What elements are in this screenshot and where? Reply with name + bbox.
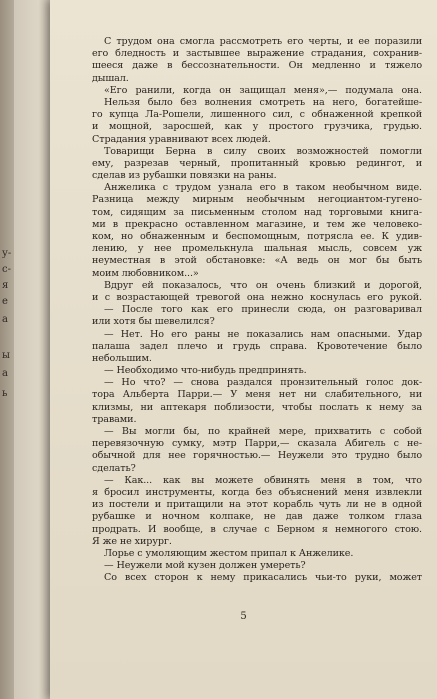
text-line: Со всех сторон к нему прикасались чьи-то руки, может	[104, 572, 422, 584]
text-line: шееся даже в бессознательности. Он медленно и тяжело	[92, 60, 422, 72]
page-text	[92, 36, 422, 584]
left-page-fragment: е	[2, 296, 8, 307]
text-line: и мощной, заросшей, как у простого грузчика, грудью.	[92, 121, 422, 133]
text-line: ему, разрезав черный, пропитанный кровью редингот, и	[92, 157, 422, 169]
left-page-fragment: а	[2, 368, 8, 379]
text-line: тора Альберта Парри.— У меня нет ни слабительного, ни	[92, 389, 422, 401]
text-line: его бледность и застывшее выражение страдания, сохранив-	[92, 48, 422, 60]
text-line: — Необходимо что-нибудь предпринять.	[104, 365, 307, 377]
left-page-fragment: а	[2, 314, 8, 325]
text-line: Страдания уравнивают всех людей.	[92, 133, 271, 145]
text-line: небольшим.	[92, 352, 152, 364]
text-line: из постели и притащили на этот корабль чуть ли не в одной	[92, 499, 422, 511]
text-line: продрать. И вообще, в случае с Берном я немногого стою.	[92, 523, 422, 535]
text-line: Анжелика с трудом узнала его в таком необычном виде.	[104, 182, 422, 194]
text-line: Я же не хирург.	[92, 535, 172, 547]
text-line: или хотя бы шевелился?	[92, 316, 215, 328]
text-line: сделав из рубашки повязки на раны.	[92, 170, 277, 182]
left-page-fragment: я	[2, 280, 9, 291]
text-line: Лорье с умоляющим жестом припал к Анжелике.	[104, 547, 354, 559]
previous-page-edge	[0, 0, 55, 699]
text-line: перевязочную сумку, мэтр Парри,— сказала Абигель с не-	[92, 438, 422, 450]
text-line: ком, но обнаженным и беспомощным, потрясла ее. К удив-	[92, 231, 422, 242]
text-line: том, сидящим за письменным столом над торговыми книга-	[92, 206, 422, 218]
text-line: — После того как его принесли сюда, он разговаривал	[104, 304, 422, 316]
text-line: — Но что? — снова раздался пронзительный голос док-	[104, 377, 422, 389]
text-line: я бросил инструменты, когда без объяснений меня извлекли	[92, 486, 422, 498]
text-line: и с возрастающей тревогой она нежно коснулась его рукой.	[92, 291, 422, 303]
text-line: Товарищи Берна в силу своих возможностей помогли	[104, 145, 422, 157]
text-line: дышал.	[92, 72, 129, 84]
book-page	[50, 0, 437, 699]
text-line: палаша задел плечо и грудь справа. Кровотечение было	[92, 340, 422, 352]
text-line: «Его ранили, когда он защищал меня»,— подумала она.	[104, 84, 422, 96]
text-line: рубашке и ночном колпаке, не дав даже толком глаза	[92, 511, 422, 523]
text-line: — Нет. Но его раны не показались нам опасными. Удар	[104, 328, 422, 340]
page-number: 5	[240, 611, 247, 622]
text-line: травами.	[92, 413, 137, 425]
text-line: неуместная в этой обстановке: «А ведь он мог бы быть	[92, 255, 422, 267]
text-line: сделать?	[92, 462, 136, 474]
text-line: Разница между мирным необычным негоциантом-гугено-	[92, 194, 422, 206]
text-line: го купца Ла-Рошели, лишенного сил, с обнаженной крепкой	[92, 109, 422, 121]
text-line: Нельзя было без волнения смотреть на него, богатейше-	[104, 96, 422, 108]
left-page-fragment: у-	[2, 248, 12, 259]
left-page-fragment: с-	[2, 264, 11, 275]
text-line: Вдруг ей показалось, что он очень близкий и дорогой,	[104, 279, 422, 291]
text-line: — Вы могли бы, по крайней мере, прихватить с собой	[104, 426, 422, 437]
text-line: С трудом она смогла рассмотреть его черты, и ее поразили	[104, 36, 422, 47]
text-line: клизмы, ни аптекаря поблизости, чтобы послать к нему за	[92, 401, 422, 413]
text-line: обычной для нее горячностью.— Неужели это трудно было	[92, 450, 422, 462]
left-page-fragment: ь	[2, 388, 8, 399]
text-line: — Как... как вы можете обвинять меня в том, что	[104, 474, 422, 486]
text-line: моим любовником...»	[92, 267, 199, 279]
text-line: — Неужели мой кузен должен умереть?	[104, 560, 306, 572]
text-line: лению, у нее промелькнула шальная мысль, совсем уж	[92, 243, 422, 255]
left-page-fragment: ы	[2, 350, 10, 361]
text-line: ми в прекрасно оставленном магазине, и тем же человеко-	[92, 218, 422, 230]
